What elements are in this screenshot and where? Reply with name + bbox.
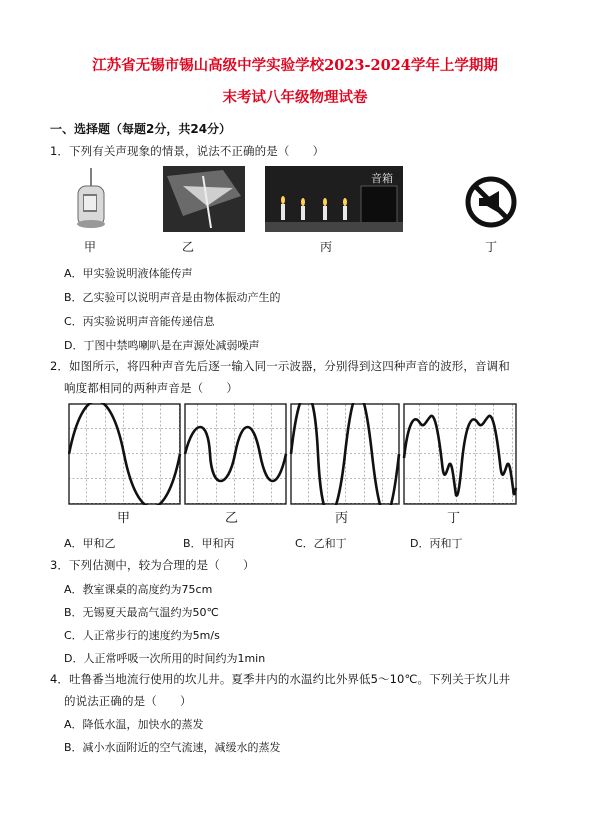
q4-stem-line-1: 4．吐鲁番当地流行使用的坎儿井。夏季井内的水温约比外界低5～10℃。下列关于坎儿井 bbox=[50, 672, 511, 686]
q2-caption-yi: 乙 bbox=[225, 511, 239, 526]
q3-stem: 3．下列估测中，较为合理的是（ ） bbox=[50, 558, 255, 572]
q4-stem-line-2: 的说法正确的是（ ） bbox=[64, 694, 192, 708]
q3-option-d: D．人正常呼吸一次所用的时间约为1min bbox=[64, 652, 266, 665]
q2-stem-line-1: 2．如图所示，将四种声音先后逐一输入同一示波器，分别得到这四种声音的波形，音调和 bbox=[50, 359, 510, 373]
q4-option-a: A．降低水温，加快水的蒸发 bbox=[64, 718, 204, 731]
wave-panel-ding bbox=[404, 404, 516, 504]
q1-stem: 1．下列有关声现象的情景，说法不正确的是（ ） bbox=[50, 144, 325, 158]
q2-caption-bing: 丙 bbox=[335, 511, 349, 526]
q1-option-d: D．丁图中禁鸣喇叭是在声源处减弱噪声 bbox=[64, 339, 260, 352]
q3-option-b: B．无锡夏天最高气温约为50℃ bbox=[64, 606, 219, 619]
q1-caption-yi: 乙 bbox=[182, 240, 195, 254]
q2-caption-ding: 丁 bbox=[447, 511, 461, 526]
q2-option-a: A．甲和乙 bbox=[64, 537, 116, 550]
wave-panel-yi bbox=[185, 404, 286, 504]
q2-waveforms bbox=[68, 403, 518, 505]
q2-option-d: D．丙和丁 bbox=[410, 537, 463, 550]
q3-option-a: A．教室课桌的高度约为75cm bbox=[64, 583, 213, 596]
section-heading: 一、选择题（每题2分，共24分） bbox=[50, 122, 232, 136]
wave-panel-bing bbox=[291, 403, 399, 505]
q1-image-yi bbox=[163, 166, 245, 232]
wave-panel-jia bbox=[69, 403, 180, 505]
q2-option-b: B．甲和丙 bbox=[183, 537, 235, 550]
q2-caption-jia: 甲 bbox=[117, 511, 131, 526]
q1-caption-ding: 丁 bbox=[485, 240, 498, 254]
q1-caption-jia: 甲 bbox=[84, 240, 97, 254]
q1-option-c: C．丙实验说明声音能传递信息 bbox=[64, 315, 215, 328]
q1-caption-bing: 丙 bbox=[320, 240, 333, 254]
speaker-label: 音箱 bbox=[371, 172, 393, 185]
q4-option-b: B．减小水面附近的空气流速，减缓水的蒸发 bbox=[64, 741, 281, 754]
title-line-1: 江苏省无锡市锡山高级中学实验学校2023-2024学年上学期期 bbox=[92, 57, 498, 74]
title-line-2: 末考试八年级物理试卷 bbox=[222, 89, 368, 106]
q1-option-a: A．甲实验说明液体能传声 bbox=[64, 267, 193, 280]
q1-image-jia bbox=[72, 166, 110, 232]
no-horn-sign-icon bbox=[465, 176, 517, 228]
q1-option-b: B．乙实验可以说明声音是由物体振动产生的 bbox=[64, 291, 281, 304]
q2-stem-line-2: 响度都相同的两种声音是（ ） bbox=[64, 381, 238, 395]
q3-option-c: C．人正常步行的速度约为5m/s bbox=[64, 629, 220, 642]
q2-option-c: C．乙和丁 bbox=[295, 537, 347, 550]
